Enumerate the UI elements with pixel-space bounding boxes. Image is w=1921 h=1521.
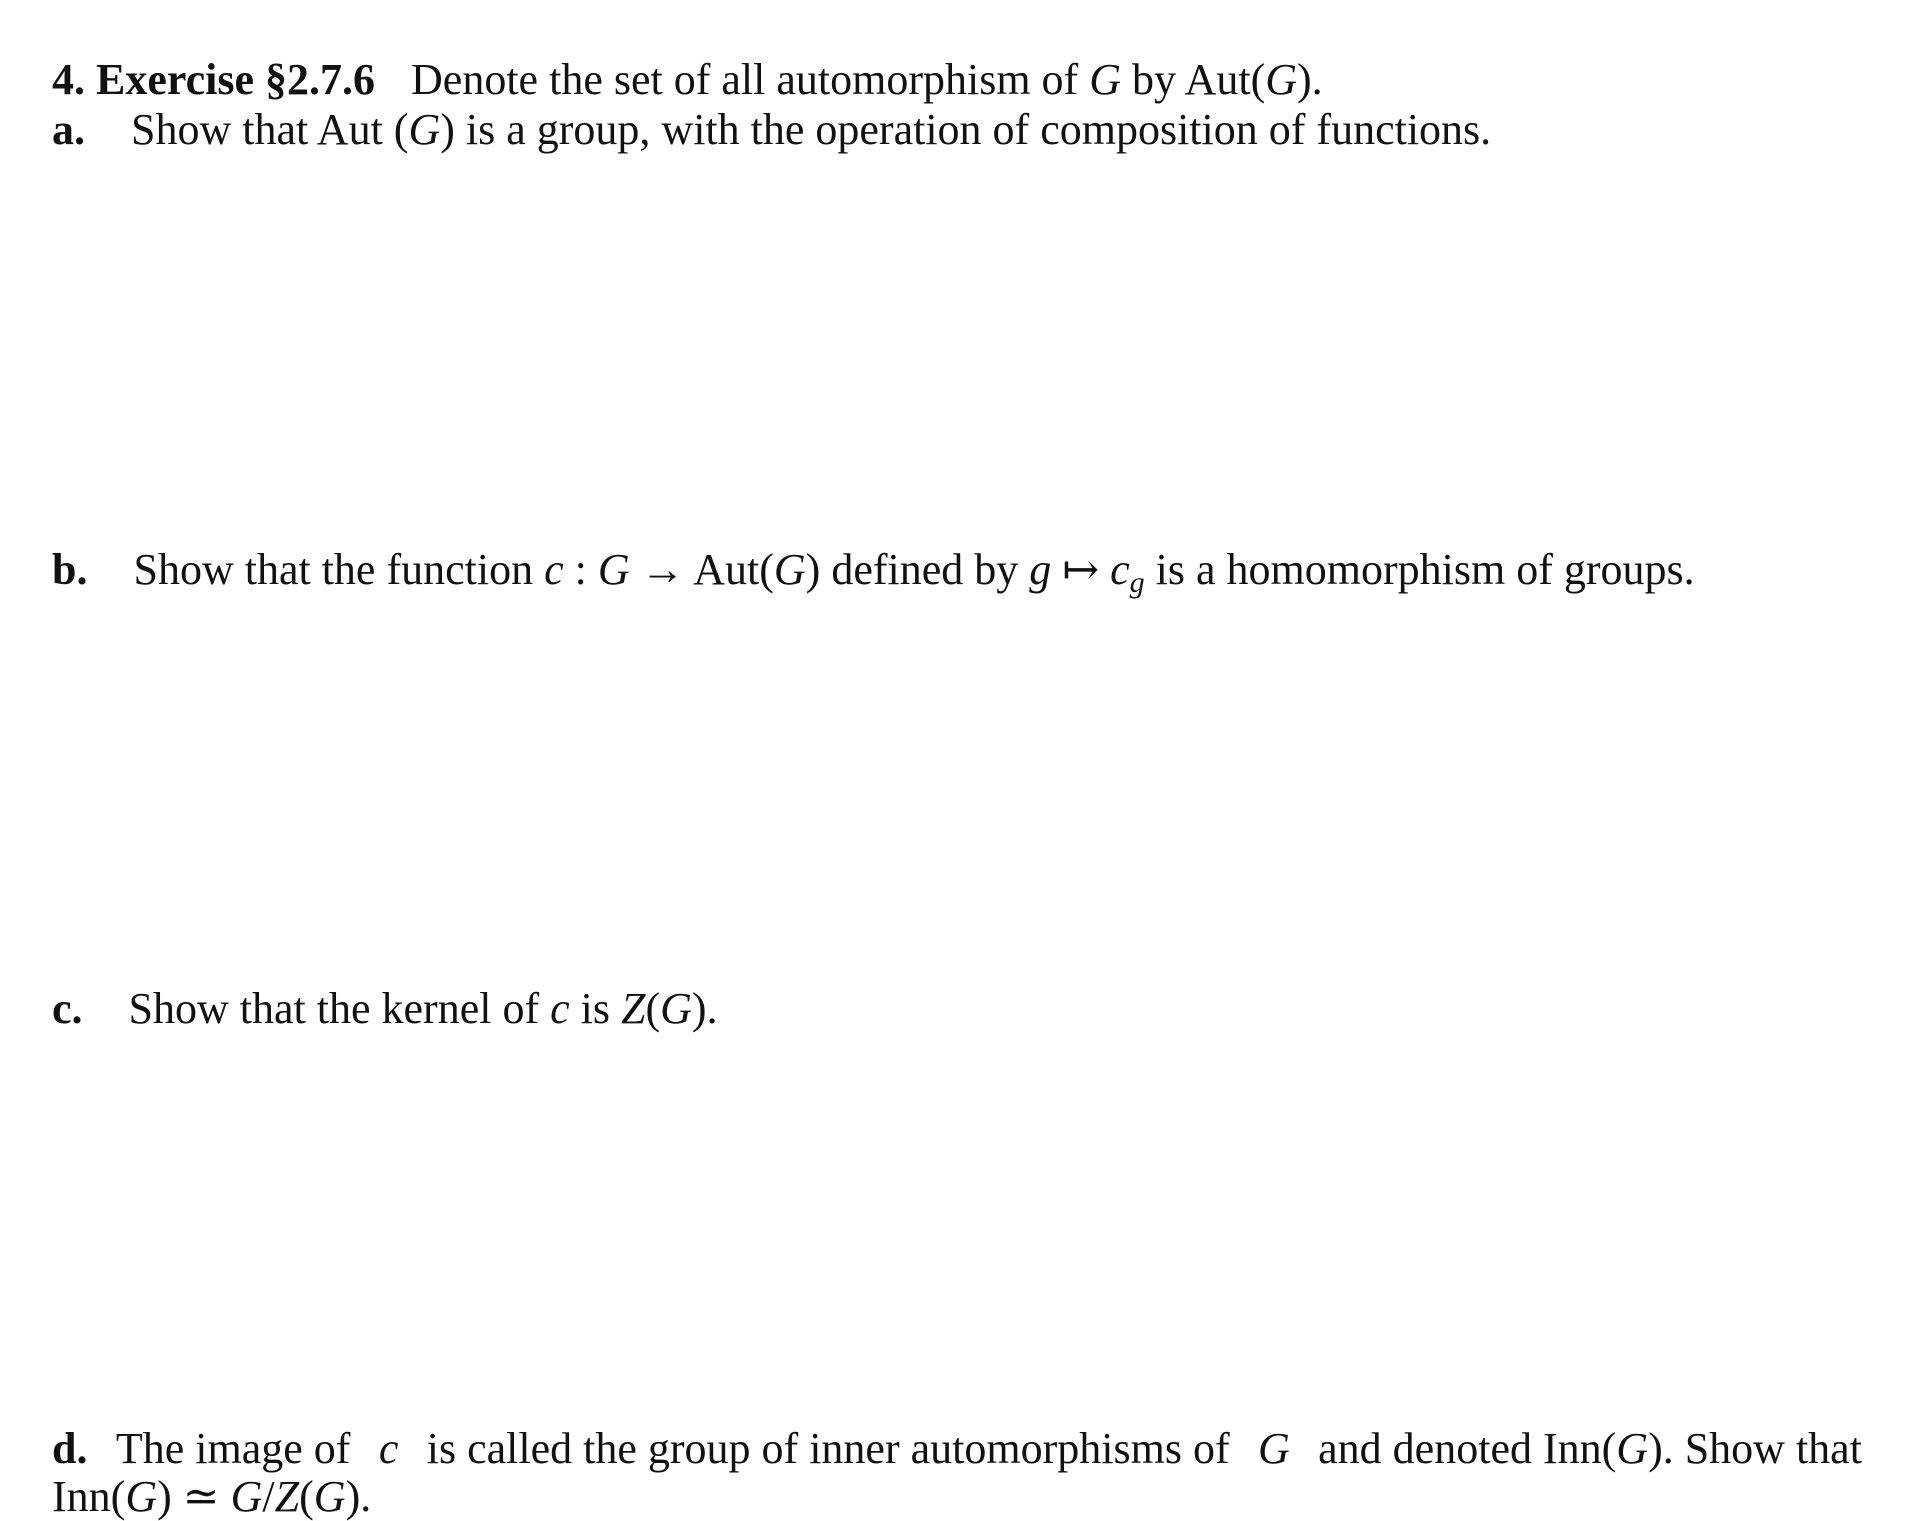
- part-a-text: Show that Aut (: [131, 105, 409, 154]
- math-var: G: [597, 545, 630, 594]
- exercise-header: [52, 55, 1323, 104]
- math-var: G: [313, 1472, 346, 1521]
- paren-open: (: [299, 1472, 314, 1521]
- math-var: c: [544, 545, 564, 594]
- part-d-continued: [52, 1472, 372, 1521]
- math-simeq: ≃: [182, 1472, 220, 1521]
- exercise-number: 4.: [52, 55, 85, 104]
- part-label: c.: [52, 984, 83, 1033]
- aut-open: Aut(: [1184, 55, 1266, 104]
- part-d-text: The image of: [115, 1424, 351, 1473]
- part-label: d.: [52, 1424, 88, 1473]
- part-c-text: Show that the kernel of: [128, 984, 540, 1033]
- inn-close: ): [157, 1472, 172, 1521]
- exercise-title: Exercise §2.7.6: [96, 55, 376, 104]
- math-var: c: [378, 1424, 399, 1473]
- part-c-text-is: is: [580, 984, 610, 1033]
- aut-close: ): [805, 545, 821, 594]
- math-var: Z: [274, 1472, 300, 1521]
- part-label: b.: [52, 545, 88, 594]
- paren-close: ).: [691, 984, 718, 1033]
- part-a-text-rest: ) is a group, with the operation of composition of functions.: [440, 105, 1492, 154]
- math-var: G: [230, 1472, 263, 1521]
- paren-close: ).: [345, 1472, 372, 1521]
- math-colon: :: [574, 545, 587, 594]
- paren-open: (: [645, 984, 661, 1033]
- math-slash: /: [262, 1472, 275, 1521]
- math-subscript: g: [1129, 566, 1145, 599]
- math-var: G: [1616, 1424, 1649, 1473]
- inn-open: Inn(: [52, 1472, 126, 1521]
- math-var: g: [1029, 545, 1052, 594]
- aut-close: ).: [1297, 55, 1323, 104]
- part-b-text: Show that the function: [133, 545, 534, 594]
- part-label: a.: [52, 105, 85, 154]
- math-var: G: [1089, 55, 1121, 104]
- math-var: G: [1265, 55, 1298, 104]
- aut-open: Aut(: [693, 545, 774, 594]
- part-b-text-defined: defined by: [831, 545, 1019, 594]
- math-mapsto: ↦: [1062, 545, 1100, 594]
- exercise-intro: Denote the set of all automorphism of: [411, 55, 1079, 104]
- part-b-text-rest: is a homomorphism of groups.: [1155, 545, 1695, 594]
- math-var: c: [1110, 545, 1130, 594]
- math-var: Z: [621, 984, 646, 1033]
- part-d-text-denoted: and denoted Inn(: [1318, 1424, 1617, 1473]
- math-arrow: →: [640, 545, 685, 594]
- math-var: G: [773, 545, 806, 594]
- part-b: [52, 545, 1695, 599]
- math-var: c: [550, 984, 570, 1033]
- part-d-text-show: ). Show that: [1648, 1424, 1862, 1473]
- math-var: G: [1257, 1424, 1290, 1473]
- math-var: G: [660, 984, 692, 1033]
- part-d: [52, 1424, 1862, 1473]
- math-var: G: [125, 1472, 158, 1521]
- math-var: G: [408, 105, 441, 154]
- exercise-intro-by: by: [1132, 55, 1176, 104]
- part-c: [52, 984, 718, 1033]
- part-d-text-called: is called the group of inner automorphisms of: [426, 1424, 1230, 1473]
- part-a: [52, 105, 1492, 154]
